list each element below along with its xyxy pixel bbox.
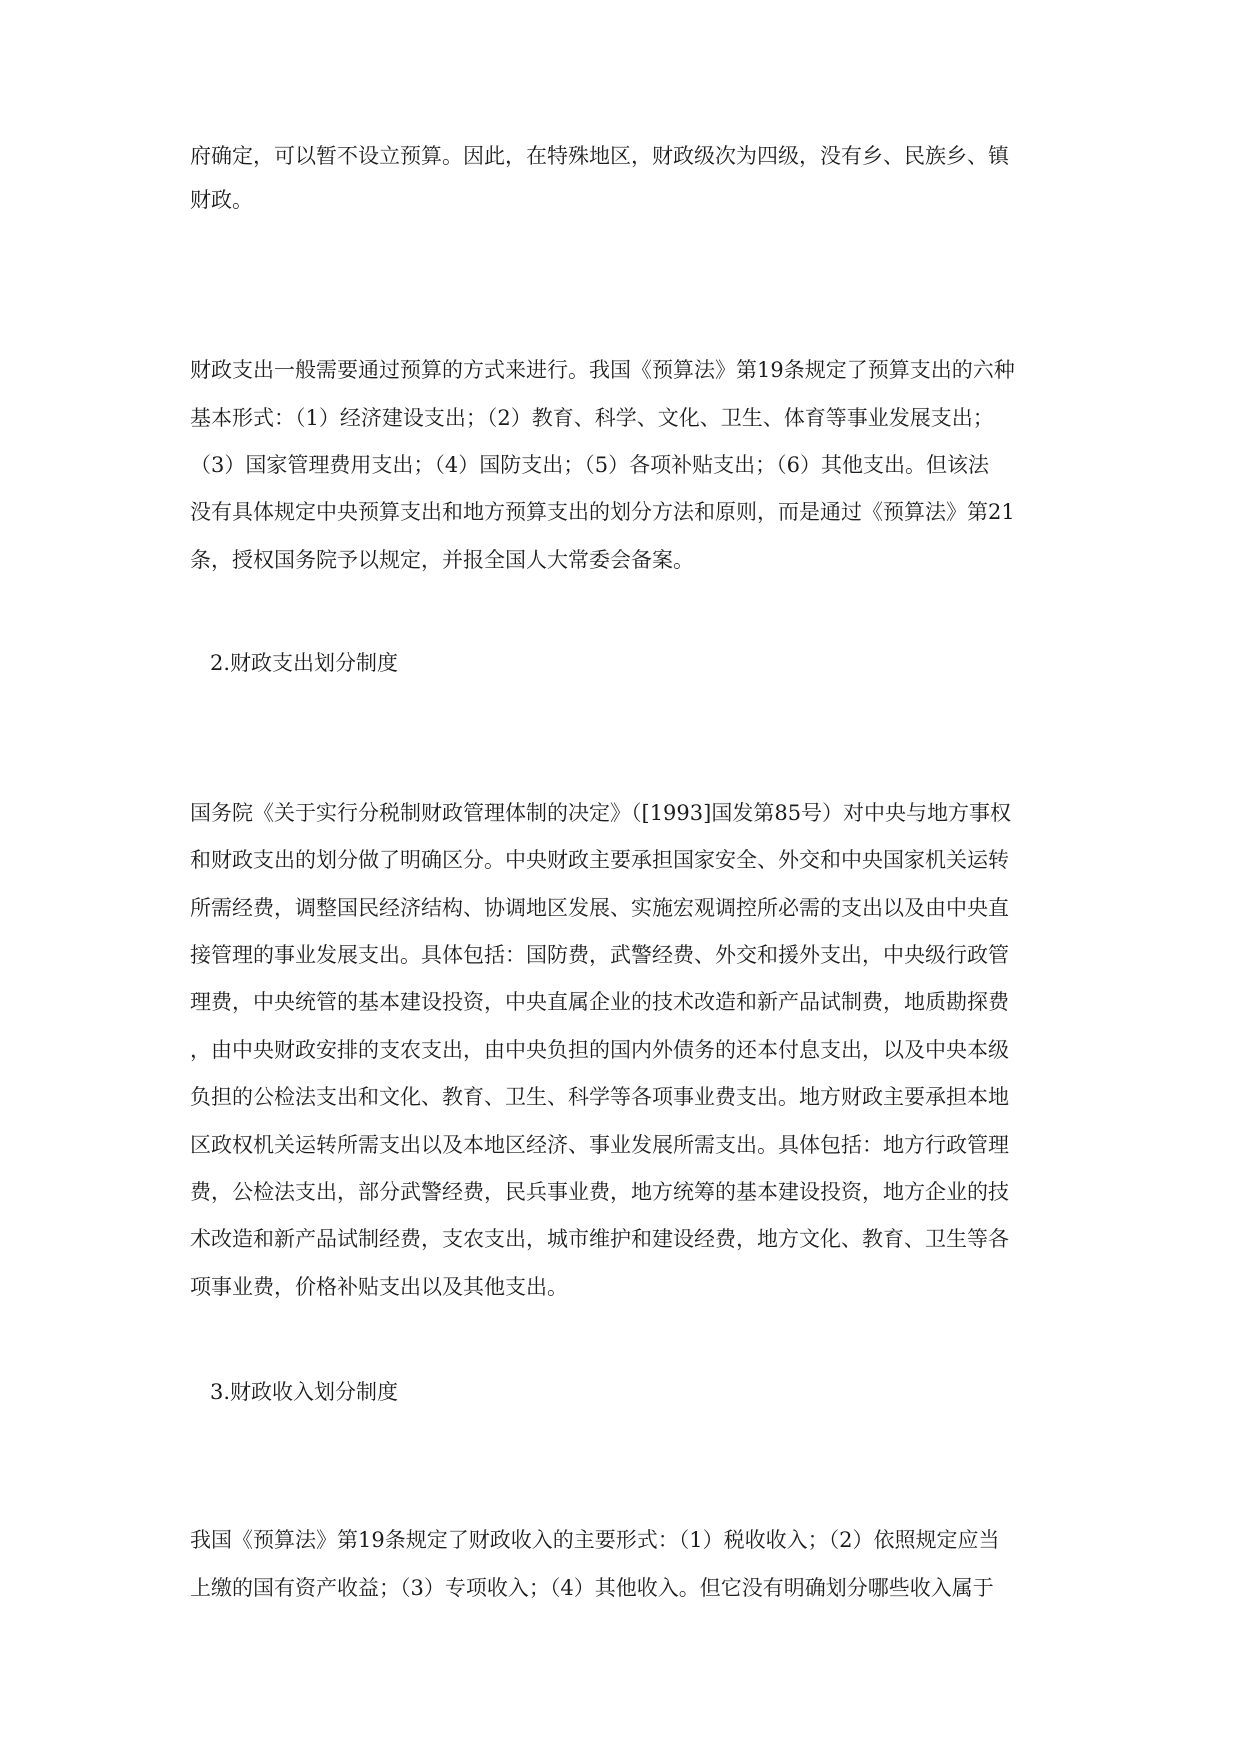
paragraph-3-line-9: 费，公检法支出，部分武警经费，民兵事业费，地方统筹的基本建设投资，地方企业的技 [190, 1180, 1009, 1204]
paragraph-2-line-3: （3）国家管理费用支出；（4）国防支出；（5）各项补贴支出；（6）其他支出。但该法 [190, 453, 989, 477]
paragraph-3-line-7: 负担的公检法支出和文化、教育、卫生、科学等各项事业费支出。地方财政主要承担本地 [190, 1085, 1009, 1109]
paragraph-3-line-3: 所需经费，调整国民经济结构、协调地区发展、实施宏观调控所必需的支出以及由中央直 [190, 896, 1009, 920]
paragraph-2-line-2: 基本形式：（1）经济建设支出；（2）教育、科学、文化、卫生、体育等事业发展支出； [190, 406, 994, 430]
paragraph-3-line-8: 区政权机关运转所需支出以及本地区经济、事业发展所需支出。具体包括：地方行政管理 [190, 1133, 1009, 1157]
paragraph-4-line-1: 我国《预算法》第19条规定了财政收入的主要形式：（1）税收收入；（2）依照规定应当 [190, 1528, 1000, 1552]
section-heading-3: 3.财政收入划分制度 [210, 1380, 399, 1404]
paragraph-1-line-2: 财政。 [190, 188, 253, 212]
paragraph-2-line-5: 条，授权国务院予以规定，并报全国人大常委会备案。 [190, 548, 694, 572]
paragraph-2-line-4: 没有具体规定中央预算支出和地方预算支出的划分方法和原则，而是通过《预算法》第21 [190, 500, 1015, 524]
paragraph-3-line-6: ，由中央财政安排的支农支出，由中央负担的国内外债务的还本付息支出，以及中央本级 [190, 1038, 1009, 1062]
paragraph-3-line-5: 理费，中央统管的基本建设投资，中央直属企业的技术改造和新产品试制费，地质勘探费 [190, 990, 1009, 1014]
paragraph-3-line-11: 项事业费，价格补贴支出以及其他支出。 [190, 1275, 568, 1299]
paragraph-3-line-1: 国务院《关于实行分税制财政管理体制的决定》（[1993]国发第85号）对中央与地方事权 [190, 801, 1012, 825]
paragraph-3-line-10: 术改造和新产品试制经费，支农支出，城市维护和建设经费，地方文化、教育、卫生等各 [190, 1227, 1009, 1251]
paragraph-1-line-1: 府确定，可以暂不设立预算。因此，在特殊地区，财政级次为四级，没有乡、民族乡、镇 [190, 144, 1009, 168]
paragraph-4-line-2: 上缴的国有资产收益；（3）专项收入；（4）其他收入。但它没有明确划分哪些收入属于 [190, 1576, 994, 1600]
section-heading-2: 2.财政支出划分制度 [210, 651, 399, 675]
paragraph-2-line-1: 财政支出一般需要通过预算的方式来进行。我国《预算法》第19条规定了预算支出的六种 [190, 358, 1015, 382]
paragraph-3-line-4: 接管理的事业发展支出。具体包括：国防费，武警经费、外交和援外支出，中央级行政管 [190, 943, 1009, 967]
paragraph-3-line-2: 和财政支出的划分做了明确区分。中央财政主要承担国家安全、外交和中央国家机关运转 [190, 848, 1009, 872]
